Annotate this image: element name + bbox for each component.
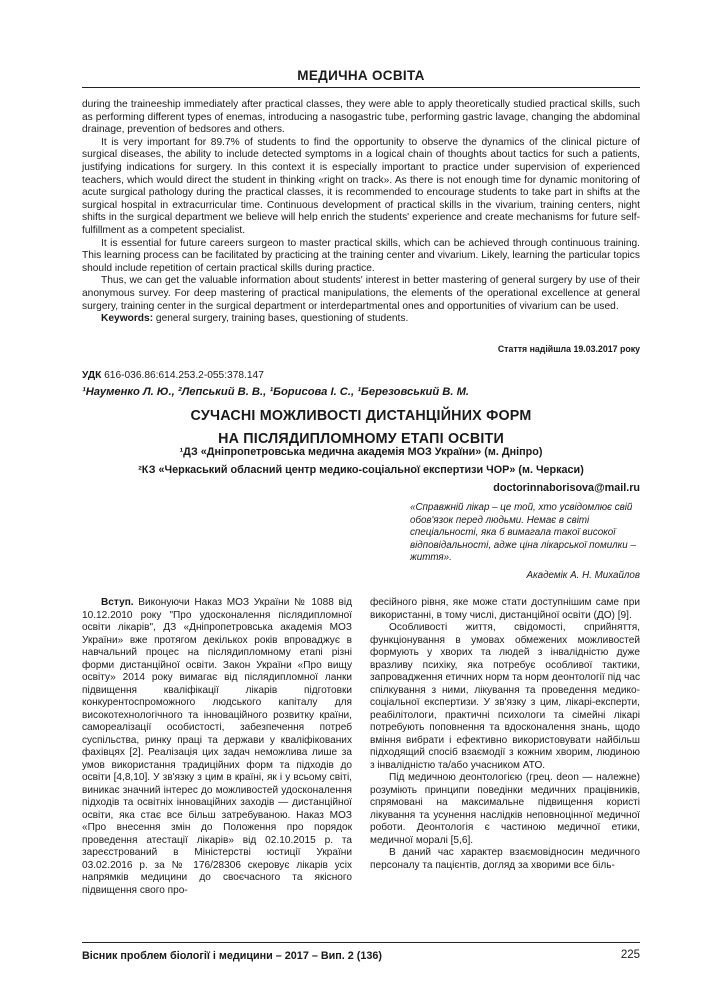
intro-label: Вступ. [101,597,134,608]
abstract-paragraph: It is very important for 89.7% of students to find the opportunity to observe the dynamics of the clinical picture of surgical diseases, the ability to include detected symptoms in a logical chain of thoughts about tactics for such a patients, justifying indications for surgery. In this context it is especially important to practice under supervision of experienced teachers, which would direct the student in thinking «right on track». As there is not enough time for dynamic monitoring of acute surgical pathology during the practical classes, it is recommended to encourage students to take part in shifts at the surgical hospital in extracurricular time. Continuous development of practical skills in the vivarium, training centers, night shifts in the surgical department we believe will help enrich the students' experience and create mechanisms for future self-fulfillment as a competent specialist. [82,136,640,236]
keywords-line [82,313,640,326]
udk-code: 616-036.86:614.253.2-055:378.147 [101,370,264,381]
authors-line: ¹Науменко Л. Ю., ²Лепський В. В., ¹Борисова І. С., ¹Березовський В. М. [82,386,470,398]
epigraph-quote: «Справжній лікар – це той, хто усвідомлює свій обов'язок перед людьми. Немає в світі спеціальності, яка б вимагала такої високої відповідальності, адже ціна лікарської помилки – життя». [410,502,636,564]
right-column [370,597,640,872]
affiliation-2: ²КЗ «Черкаський обласний центр медико-соціальної експертизи ЧОР» (м. Черкаси) [138,464,584,476]
udk-label: УДК [82,370,102,381]
section-title: МЕДИЧНА ОСВІТА [297,68,425,83]
body-paragraph: фесійного рівня, яке може стати доступнішим саме при використанні, в тому числі, дистанційної освіти (ДО) [9]. [370,597,640,621]
english-abstract [82,99,640,326]
page-number: 225 [620,949,640,961]
keywords-label: Keywords: [101,313,154,325]
body-paragraph: Під медичною деонтологією (грец. deon — належне) розуміють принципи поведінки медичних працівників, спрямовані на максимальне підвищення користі лікування та усунення наслідків неповноцінної медичної роботи. Деонтологія є частиною медичної етики, медичної моралі [5,6]. [370,772,640,846]
epigraph-author: Академік А. Н. Михайлов [526,570,640,581]
title-line: СУЧАСНІ МОЖЛИВОСТІ ДИСТАНЦІЙНИХ ФОРМ [190,408,532,424]
contact-email[interactable]: doctorinnaborisova@mail.ru [493,482,640,494]
intro-paragraph [82,597,352,897]
received-date: Стаття надійшла 19.03.2017 року [497,344,640,354]
abstract-paragraph: It is essential for future careers surgeon to master practical skills, which can be achieved through continuous training. This learning process can be facilitated by practicing at the training center and vivarium. Likely, learning the particular topics should include repetition of certain practical skills during practice. [82,237,640,274]
journal-citation: Вісник проблем біології і медицини – 2017 – Вип. 2 (136) [82,950,382,962]
keywords-text: general surgery, training bases, questioning of students. [153,313,409,325]
title-line: НА ПІСЛЯДИПЛОМНОМУ ЕТАПІ ОСВІТИ [218,431,504,447]
udk-line [82,370,264,381]
abstract-paragraph: during the traineeship immediately after practical classes, they were able to apply theoretically studied practical skills, such as performing different types of enemas, introducing a nasogastric tube, performing gastric lavage, changing the abdominal drainage, prevention of bedsores and others. [82,99,640,136]
intro-text: Виконуючи Наказ МОЗ України № 1088 від 10.12.2010 року "Про удосконалення післядипломної освіти лікарів", ДЗ «Дніпропетровська академія МОЗ України» вже протягом декількох років впроваджує в навчальний процес на післядипломному етапі різні форми дистанційної освіти. Закон України «Про вищу освіту» 2014 року вимагає від післядипломної ланки підвищення кваліфікації лікарів підготовки конкурентоспроможного людського капіталу для високотехнологічного та інноваційного розвитку країни, самореалізації особистості, забезпечення потреб суспільства, ринку праці та держави у кваліфікованих фахівцях [2]. Реалізація цих задач неможлива лише за умов використання традиційних форм та підходів до освіти [4,8,10]. У зв'язку з цим в країні, як і у всьому світі, виникає значний інтерес до можливостей удосконалення підходів та освітніх інноваційних заходів — дистанційної освіти, яка стає все більш затребуваною. Наказ МОЗ «Про внесення змін до Положення про порядок проведення атестації лікарів» від 02.10.2015 р. та зареєстрований в Міністерстві юстиції України 03.02.2016 р. за № 176/28306 скеровує лікарів усіх напрямків медицини до своєчасного та якісного підвищення свого про- [82,597,352,896]
body-paragraph: Особливості життя, свідомості, сприйняття, функціонування в умовах обмежених можливостей формують у хворих та людей з інвалідністю дуже вразливу психіку, яка потребує особливої тактики, запровадження етичних норм та норм деонтології під час спілкування з ними, лікування та проведення медико-соціальної експертизи. У зв'язку з цим, лікарі-експерти, реабілітологи, практичні психологи та сімейні лікарі потребують поповнення та вдосконалення знань, щодо вміння вибрати і ефективно використовувати найбільш підходящий спосіб взаємодії з кожним хворим, людиною з інвалідністю та/або учасником АТО. [370,622,640,771]
article-title [82,405,640,451]
body-paragraph: В даний час характер взаємовідносин медичного персоналу та пацієнтів, догляд за хворими все біль- [370,847,640,871]
abstract-paragraph: Thus, we can get the valuable information about students' interest in better mastering of general surgery by use of their anonymous survey. For deep mastering of practical manipulations, the elements of the operational excellence at general surgery, training center in the surgical department or interdepartmental ones and opportunities of vivarium can be used. [82,275,640,312]
footer-rule [82,942,640,943]
header-rule [82,87,640,88]
affiliation-1: ¹ДЗ «Дніпропетровська медична академія МОЗ України» (м. Дніпро) [179,446,543,458]
left-column [82,597,352,897]
